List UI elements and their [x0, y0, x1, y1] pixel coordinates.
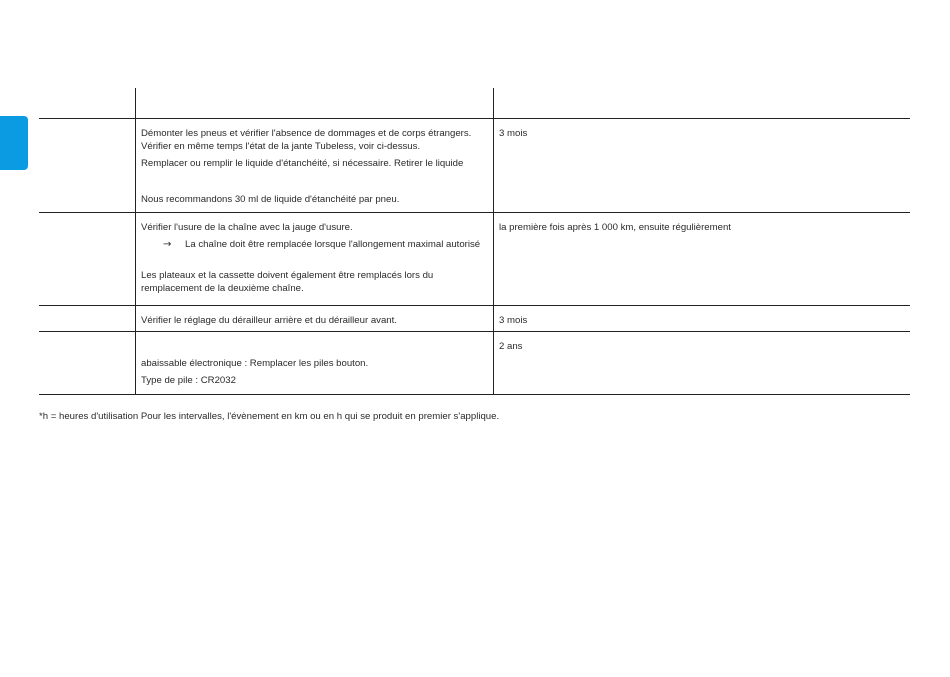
row-interval-cell — [494, 305, 911, 331]
task-text: remplacement de la deuxième chaîne. — [141, 283, 304, 295]
row-interval-cell — [494, 331, 911, 394]
task-text: Vérifier l'usure de la chaîne avec la jauge d'usure. — [141, 221, 353, 233]
task-text: Nous recommandons 30 ml de liquide d'étanchéité par pneu. — [141, 193, 400, 205]
row-task-cell — [136, 212, 494, 305]
interval-text: la première fois après 1 000 km, ensuite régulièrement — [499, 221, 731, 233]
task-text: Remplacer ou remplir le liquide d'étanchéité, si nécessaire. Retirer le liquide — [141, 158, 464, 170]
header-cell-task — [136, 88, 494, 118]
task-text: Les plateaux et la cassette doivent également être remplacés lors du — [141, 269, 434, 281]
interval-text: 2 ans — [499, 340, 523, 352]
task-text: Type de pile : CR2032 — [141, 375, 236, 387]
table-header-row — [39, 88, 910, 118]
task-text: Démonter les pneus et vérifier l'absence de dommages et de corps étrangers. — [141, 127, 472, 139]
row-task-cell — [136, 118, 494, 212]
row-task-cell — [136, 305, 494, 331]
task-text: Vérifier en même temps l'état de la jante Tubeless, voir ci-dessus. — [141, 140, 421, 152]
maintenance-table — [39, 88, 910, 395]
row-task-cell — [136, 331, 494, 394]
table-row — [39, 331, 910, 394]
interval-text: 3 mois — [499, 127, 528, 139]
row-component-cell — [39, 118, 136, 212]
row-component-cell — [39, 305, 136, 331]
right-arrow-icon: → — [163, 238, 172, 250]
row-component-cell — [39, 212, 136, 305]
task-text: Vérifier le réglage du dérailleur arrière et du dérailleur avant. — [141, 314, 397, 326]
task-text: La chaîne doit être remplacée lorsque l'allongement maximal autorisé — [185, 238, 481, 250]
header-cell-interval — [494, 88, 911, 118]
row-interval-cell — [494, 212, 911, 305]
table-row — [39, 212, 910, 305]
table-row — [39, 118, 910, 212]
task-text: abaissable électronique : Remplacer les piles bouton. — [141, 357, 369, 369]
row-component-cell — [39, 331, 136, 394]
header-cell-component — [39, 88, 136, 118]
row-interval-cell — [494, 118, 911, 212]
chapter-tab-marker — [0, 116, 28, 170]
table-row — [39, 305, 910, 331]
interval-text: 3 mois — [499, 314, 528, 326]
footnote: *h = heures d'utilisation Pour les intervalles, l'évènement en km ou en h qui se produit en premier s'applique. — [39, 411, 500, 422]
instruction-result-line — [163, 238, 488, 252]
